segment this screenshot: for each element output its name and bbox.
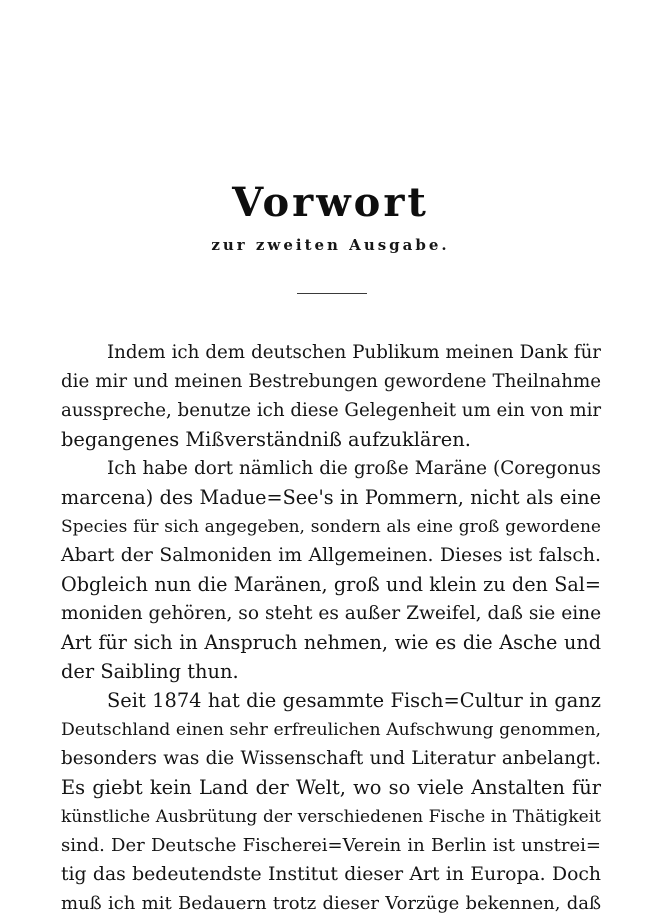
text-line: künstliche Ausbrütung der verschiedenen Fische in Thätigkeit [61, 807, 601, 827]
text-line: Abart der Salmoniden im Allgemeinen. Dieses ist falsch. [61, 545, 601, 566]
text-line: der Saibling thun. [61, 660, 239, 683]
text-line: die mir und meinen Bestrebungen gewordene Theilnahme [61, 371, 601, 392]
text-line: Species für sich angegeben, sondern als eine groß gewordene [61, 517, 601, 537]
text-line: Deutschland einen sehr erfreulichen Aufschwung genommen, [61, 720, 601, 740]
page-subtitle: zur zweiten Ausgabe. [211, 236, 450, 254]
ornamental-rule [297, 293, 367, 294]
text-line: begangenes Mißverständniß aufzuklären. [61, 428, 471, 451]
text-line: muß ich mit Bedauern trotz dieser Vorzüge bekennen, daß [61, 893, 601, 914]
text-line: Es giebt kein Land der Welt, wo so viele Anstalten für [61, 776, 601, 799]
page-title: Vorwort [232, 179, 429, 226]
text-line: sind. Der Deutsche Fischerei=Verein in Berlin ist unstrei= [61, 835, 601, 856]
text-line: tig das bedeutendste Institut dieser Art in Europa. Doch [61, 864, 601, 885]
text-line: marcena) des Madue=See's in Pommern, nicht als eine [61, 486, 601, 509]
text-line: Ich habe dort nämlich die große Maräne (Coregonus [107, 458, 601, 479]
text-line: Indem ich dem deutschen Publikum meinen Dank für [107, 342, 601, 363]
text-line: Obgleich nun die Maränen, groß und klein zu den Sal= [61, 573, 601, 596]
text-line: ausspreche, benutze ich diese Gelegenheit um ein von mir [61, 400, 602, 421]
text-line: Seit 1874 hat die gesammte Fisch=Cultur in ganz [107, 689, 601, 712]
text-line: moniden gehören, so steht es außer Zweifel, daß sie eine [61, 603, 602, 624]
text-line: Art für sich in Anspruch nehmen, wie es die Asche und [61, 631, 601, 654]
text-line: besonders was die Wissenschaft und Literatur anbelangt. [61, 748, 601, 769]
